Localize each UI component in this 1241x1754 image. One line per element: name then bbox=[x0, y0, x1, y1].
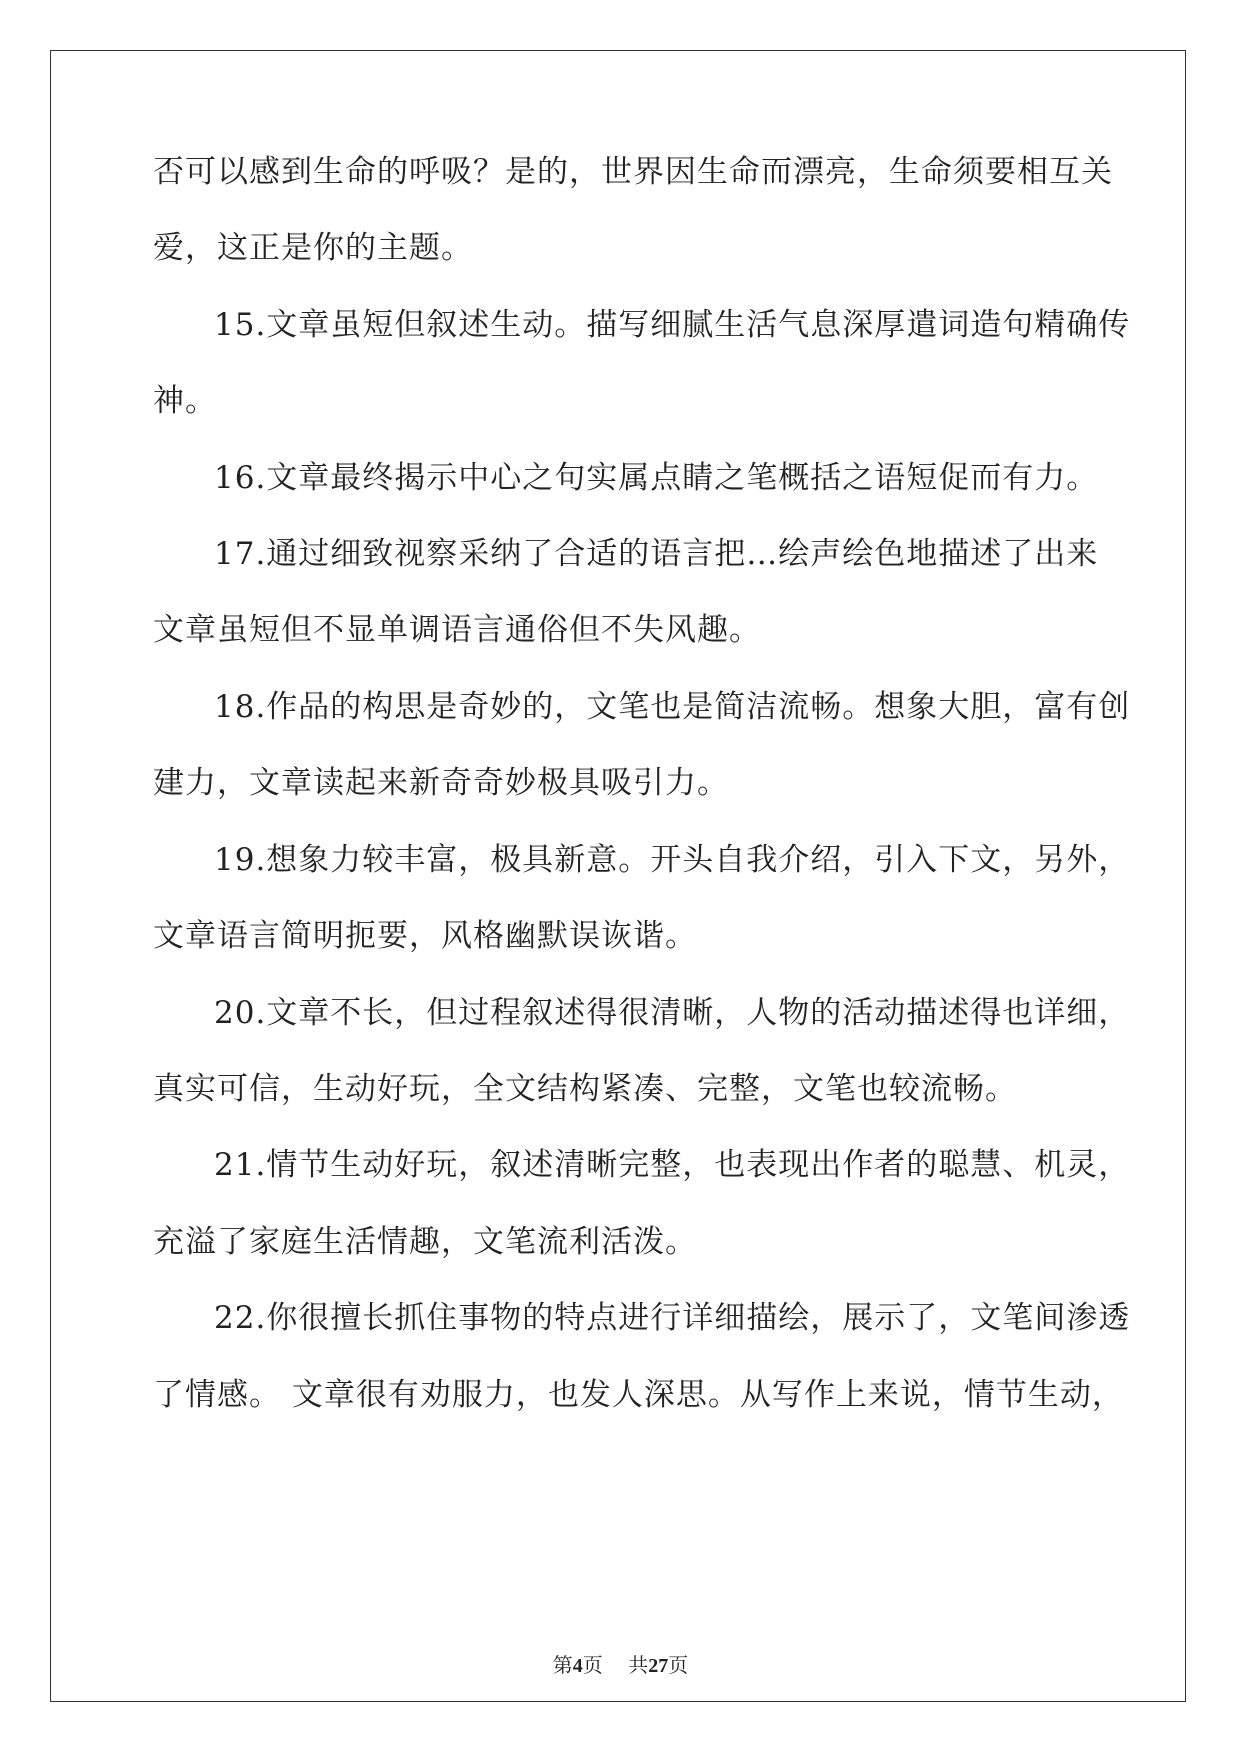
footer-total-prefix: 共 bbox=[628, 1653, 649, 1677]
text-line-5: 16.文章最终揭示中心之句实属点睛之笔概括之语短促而有力。 bbox=[214, 460, 1099, 496]
footer-page-number: 4 bbox=[572, 1655, 583, 1677]
footer-total-pages: 27 bbox=[648, 1655, 669, 1677]
text-line-8: 18.作品的构思是奇妙的，文笔也是简洁流畅。想象大胆，富有创 bbox=[214, 689, 1131, 725]
text-line-7: 文章虽短但不显单调语言通俗但不失风趣。 bbox=[153, 612, 761, 648]
text-line-14: 21.情节生动好玩，叙述清晰完整，也表现出作者的聪慧、机灵， bbox=[214, 1147, 1131, 1183]
text-line-16: 22.你很擅长抓住事物的特点进行详细描绘，展示了，文笔间渗透 bbox=[214, 1300, 1131, 1336]
text-line-12: 20.文章不长，但过程叙述得很清晰，人物的活动描述得也详细， bbox=[214, 995, 1131, 1031]
text-line-10: 19.想象力较丰富，极具新意。开头自我介绍，引入下文，另外， bbox=[214, 842, 1131, 878]
page-footer bbox=[0, 1653, 1241, 1678]
text-line-3: 15.文章虽短但叙述生动。描写细腻生活气息深厚遣词造句精确传 bbox=[214, 307, 1131, 343]
text-line-1: 否可以感到生命的呼吸？是的，世界因生命而漂亮，生命须要相互关 bbox=[153, 154, 1113, 190]
text-line-13: 真实可信，生动好玩，全文结构紧凑、完整，文笔也较流畅。 bbox=[153, 1071, 1017, 1107]
text-line-11: 文章语言简明扼要，风格幽默误诙谐。 bbox=[153, 918, 697, 954]
text-line-9: 建力，文章读起来新奇奇妙极具吸引力。 bbox=[153, 765, 729, 801]
footer-page-suffix: 页 bbox=[582, 1653, 603, 1677]
text-line-4: 神。 bbox=[153, 383, 217, 419]
text-line-6: 17.通过细致视察采纳了合适的语言把…绘声绘色地描述了出来 bbox=[214, 536, 1099, 572]
footer-total-suffix: 页 bbox=[668, 1653, 689, 1677]
text-line-15: 充溢了家庭生活情趣，文笔流利活泼。 bbox=[153, 1224, 697, 1260]
text-line-2: 爱，这正是你的主题。 bbox=[153, 230, 473, 266]
text-line-17: 了情感。 文章很有劝服力，也发人深思。从写作上来说，情节生动， bbox=[153, 1377, 1124, 1413]
footer-page-prefix: 第 bbox=[552, 1653, 573, 1677]
